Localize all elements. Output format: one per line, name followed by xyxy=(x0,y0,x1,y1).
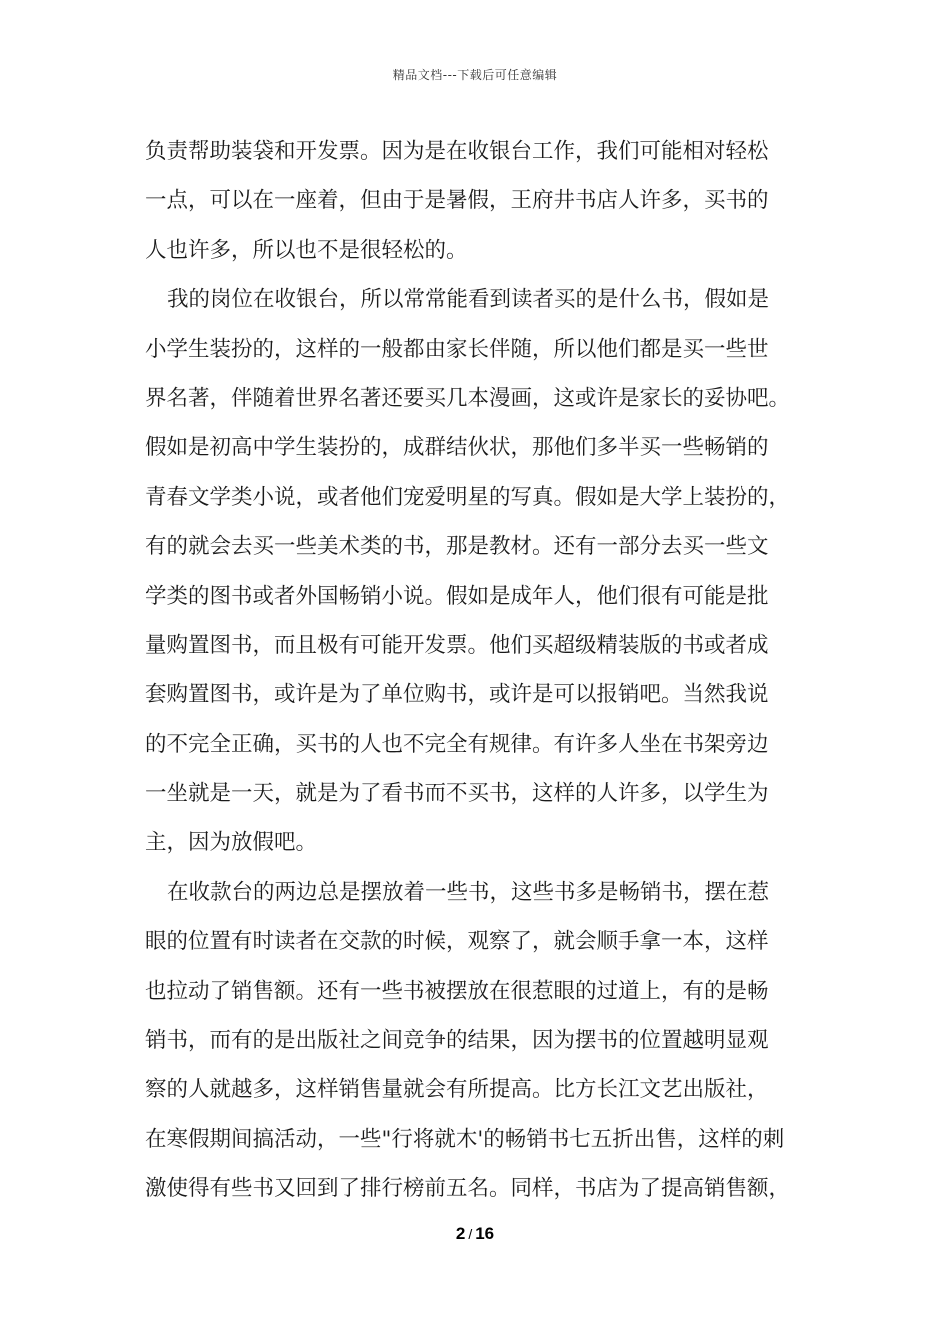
text-line: 界名著，伴随着世界名著还要买几本漫画，这或许是家长的妥协吧。 xyxy=(145,385,791,411)
text-line: 我的岗位在收银台，所以常常能看到读者买的是什么书，假如是 xyxy=(167,287,770,313)
text-line: 学类的图书或者外国畅销小说。假如是成年人，他们很有可能是批 xyxy=(145,583,769,609)
page-number xyxy=(0,1224,950,1244)
text-line: 也拉动了销售额。还有一些书被摆放在很惹眼的过道上，有的是畅 xyxy=(145,978,769,1004)
page-header: 精品文档---下载后可任意编辑 xyxy=(392,68,558,82)
text-line: 一点，可以在一座着，但由于是暑假，王府井书店人许多，买书的 xyxy=(145,188,769,214)
text-line: 的不完全正确，买书的人也不完全有规律。有许多人坐在书架旁边 xyxy=(145,731,769,757)
text-line: 假如是初高中学生装扮的，成群结伙状，那他们多半买一些畅销的 xyxy=(145,435,769,461)
text-line: 在收款台的两边总是摆放着一些书，这些书多是畅销书，摆在惹 xyxy=(167,879,770,905)
paragraph xyxy=(145,127,815,275)
text-line: 有的就会去买一些美术类的书，那是教材。还有一部分去买一些文 xyxy=(145,534,769,560)
text-line: 一坐就是一天，就是为了看书而不买书，这样的人许多，以学生为 xyxy=(145,781,769,807)
text-line: 量购置图书，而且极有可能开发票。他们买超级精装版的书或者成 xyxy=(145,632,769,658)
text-line: 主，因为放假吧。 xyxy=(145,830,318,856)
total-pages: 16 xyxy=(475,1224,495,1243)
text-line: 青春文学类小说，或者他们宠爱明星的写真。假如是大学上装扮的， xyxy=(145,484,791,510)
text-line: 负责帮助装袋和开发票。因为是在收银台工作，我们可能相对轻松 xyxy=(145,139,769,164)
text-line: 在寒假期间搞活动，一些"行将就木'的畅销书七五折出售，这样的刺 xyxy=(145,1126,785,1152)
text-line: 察的人就越多，这样销售量就会有所提高。比方长江文艺出版社， xyxy=(145,1077,769,1103)
paragraph xyxy=(145,275,815,868)
text-line: 人也许多，所以也不是很轻松的。 xyxy=(145,237,468,263)
page-separator: / xyxy=(468,1226,473,1242)
text-line: 激使得有些书又回到了排行榜前五名。同样，书店为了提高销售额， xyxy=(145,1176,791,1202)
text-line: 眼的位置有时读者在交款的时候，观察了，就会顺手拿一本，这样 xyxy=(145,929,769,955)
document-body xyxy=(145,127,815,1214)
text-line: 小学生装扮的，这样的一般都由家长伴随，所以他们都是买一些世 xyxy=(145,336,769,362)
paragraph xyxy=(145,868,815,1214)
text-line: 套购置图书，或许是为了单位购书，或许是可以报销吧。当然我说 xyxy=(145,682,769,708)
current-page: 2 xyxy=(455,1224,466,1243)
text-line: 销书，而有的是出版社之间竞争的结果，因为摆书的位置越明显观 xyxy=(145,1028,769,1054)
